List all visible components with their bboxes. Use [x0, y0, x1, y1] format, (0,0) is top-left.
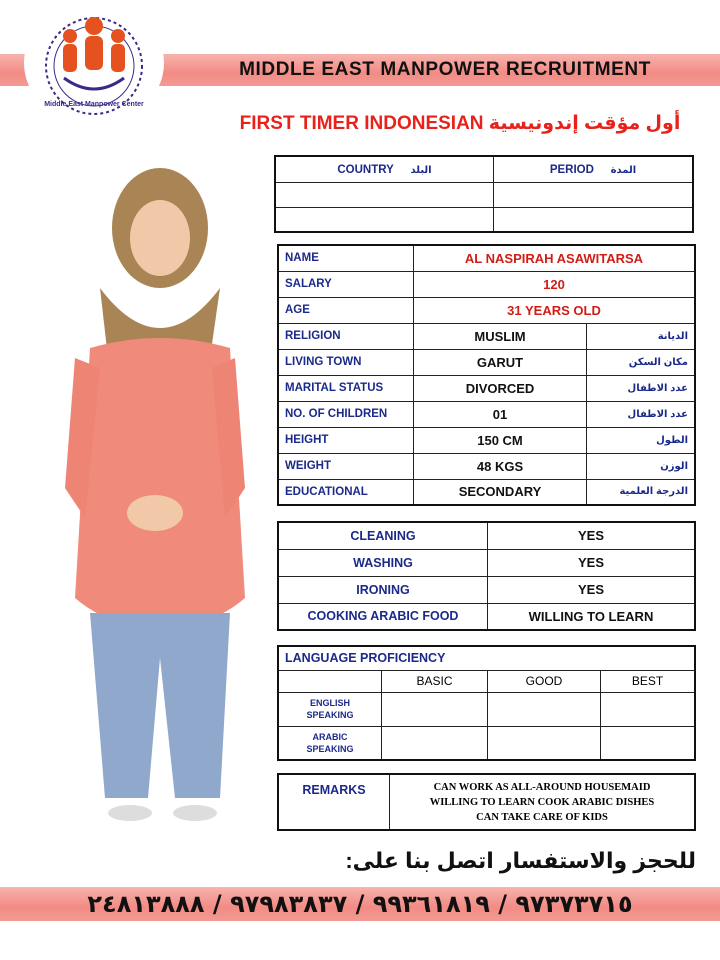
weight-label: WEIGHT	[278, 453, 414, 479]
age-label: AGE	[278, 297, 414, 323]
remarks-table	[277, 773, 696, 831]
skill-washing-value: YES	[488, 549, 696, 576]
marital-status-label: MARITAL STATUS	[278, 375, 414, 401]
education-label: EDUCATIONAL	[278, 479, 414, 505]
remarks-label: REMARKS	[278, 774, 390, 830]
level-good: GOOD	[488, 670, 601, 692]
country-header	[275, 156, 494, 182]
marital-status-value: DIVORCED	[414, 375, 587, 401]
skills-table	[277, 521, 696, 631]
arabic-line2: SPEAKING	[306, 743, 354, 754]
name-label: NAME	[278, 245, 414, 271]
salary-label: SALARY	[278, 271, 414, 297]
remarks-text	[390, 774, 696, 830]
name-value: AL NASPIRAH ASAWITARSA	[414, 245, 696, 271]
skill-cooking-label: COOKING ARABIC FOOD	[278, 603, 488, 630]
age-value: 31 YEARS OLD	[414, 297, 696, 323]
profile-row	[278, 401, 695, 427]
english-best-cell	[601, 692, 696, 726]
skill-row	[278, 576, 695, 603]
level-best: BEST	[601, 670, 696, 692]
english-basic-cell	[382, 692, 488, 726]
country-cell	[275, 207, 494, 232]
skill-row	[278, 522, 695, 549]
children-label-ar: عدد الاطفال	[587, 401, 696, 427]
arabic-basic-cell	[382, 726, 488, 760]
language-corner-cell	[278, 670, 382, 692]
weight-label-ar: الوزن	[587, 453, 696, 479]
weight-value: 48 KGS	[414, 453, 587, 479]
height-value: 150 CM	[414, 427, 587, 453]
period-cell	[494, 182, 694, 207]
remark-line: CAN TAKE CARE OF KIDS	[476, 811, 608, 823]
arabic-speaking-label	[278, 726, 382, 760]
listing-subtitle: FIRST TIMER INDONESIAN أول مؤقت إندونيسية	[239, 113, 681, 134]
profile-table	[277, 244, 696, 506]
living-town-value: GARUT	[414, 349, 587, 375]
marital-status-label-ar: عدد الاطفال	[587, 375, 696, 401]
country-period-table	[274, 155, 694, 233]
skill-cleaning-label: CLEANING	[278, 522, 488, 549]
skill-washing-label: WASHING	[278, 549, 488, 576]
language-title: LANGUAGE PROFICIENCY	[278, 646, 695, 670]
salary-value: 120	[414, 271, 696, 297]
children-label: NO. OF CHILDREN	[278, 401, 414, 427]
country-cell	[275, 182, 494, 207]
height-label-ar: الطول	[587, 427, 696, 453]
skill-row	[278, 603, 695, 630]
english-speaking-label	[278, 692, 382, 726]
contact-numbers: ٩٧٣٧٣٧١٥ / ٩٩٣٦١٨١٩ / ٩٧٩٨٣٨٣٧ / ٢٤٨١٣٨٨٨	[87, 890, 633, 918]
arabic-good-cell	[488, 726, 601, 760]
profile-row	[278, 323, 695, 349]
education-value: SECONDARY	[414, 479, 587, 505]
arabic-best-cell	[601, 726, 696, 760]
svg-text:Middle East Manpower Center: Middle East Manpower Center	[44, 101, 144, 108]
country-label-ar: البلد	[410, 165, 432, 177]
language-row	[278, 726, 695, 760]
children-value: 01	[414, 401, 587, 427]
arabic-line1: ARABIC	[312, 731, 348, 742]
country-label: COUNTRY	[337, 164, 394, 177]
english-line1: ENGLISH	[309, 698, 350, 708]
remark-line: CAN WORK AS ALL-AROUND HOUSEMAID	[433, 781, 651, 793]
language-table	[277, 645, 696, 761]
period-label-ar: المدة	[610, 165, 637, 177]
profile-row	[278, 375, 695, 401]
religion-value: MUSLIM	[414, 323, 587, 349]
profile-row	[278, 479, 695, 505]
living-town-label-ar: مكان السكن	[587, 349, 696, 375]
header-title: MIDDLE EAST MANPOWER RECRUITMENT	[239, 59, 651, 80]
skill-cleaning-value: YES	[488, 522, 696, 549]
level-basic: BASIC	[382, 670, 488, 692]
profile-row	[278, 427, 695, 453]
religion-label-ar: الديانة	[587, 323, 696, 349]
language-row	[278, 692, 695, 726]
english-good-cell	[488, 692, 601, 726]
skill-cooking-value: WILLING TO LEARN	[488, 603, 696, 630]
company-logo	[24, 8, 164, 118]
living-town-label: LIVING TOWN	[278, 349, 414, 375]
english-line2: SPEAKING	[306, 710, 354, 720]
skill-ironing-value: YES	[488, 576, 696, 603]
profile-row	[278, 453, 695, 479]
period-cell	[494, 207, 694, 232]
religion-label: RELIGION	[278, 323, 414, 349]
education-label-ar: الدرجة العلمية	[587, 479, 696, 505]
candidate-photo	[60, 158, 250, 828]
profile-row	[278, 349, 695, 375]
skill-row	[278, 549, 695, 576]
skill-ironing-label: IRONING	[278, 576, 488, 603]
period-label: PERIOD	[549, 164, 594, 177]
height-label: HEIGHT	[278, 427, 414, 453]
contact-cta: للحجز والاستفسار اتصل بنا على:	[345, 848, 696, 873]
remark-line: WILLING TO LEARN COOK ARABIC DISHES	[429, 796, 655, 808]
period-header	[494, 156, 694, 182]
